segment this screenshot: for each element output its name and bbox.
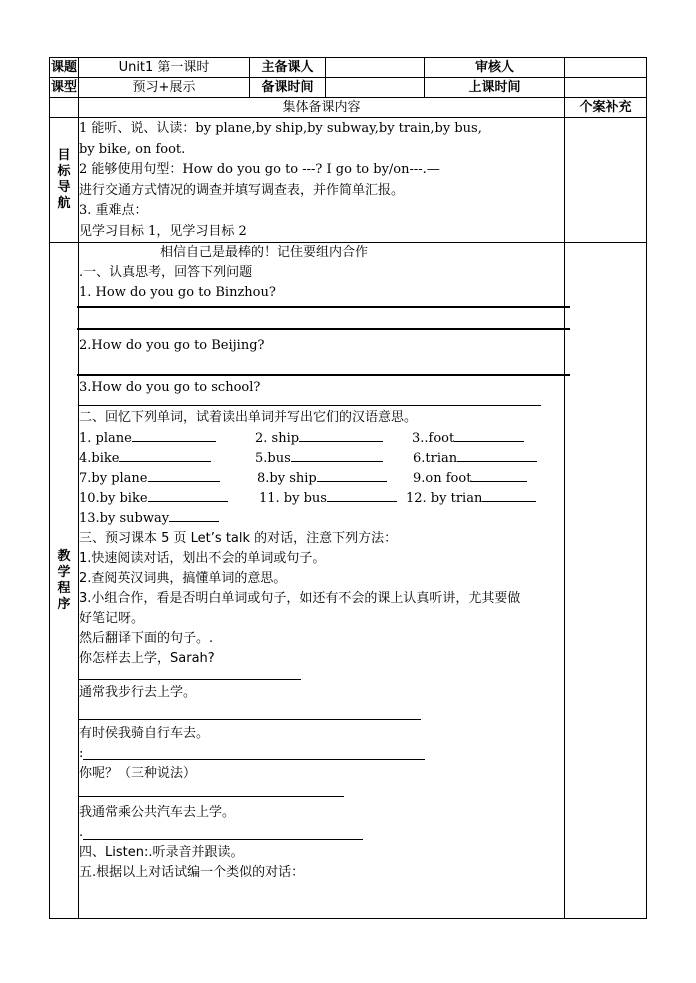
header-row-3	[50, 98, 647, 118]
prep-time-label: 备课时间	[250, 78, 326, 98]
vocab-row	[79, 509, 564, 529]
header-row-2	[50, 78, 647, 98]
procedure-supplement	[565, 243, 647, 919]
vocab-item: 1. plane	[79, 431, 132, 446]
section5-title: 五.根据以上对话试编一个类似的对话：	[79, 865, 305, 880]
vocab-blank[interactable]	[119, 449, 211, 462]
goals-side-char: 目	[57, 148, 71, 163]
vocab-item: 3..foot	[412, 431, 455, 446]
reviewer-label: 审核人	[425, 58, 565, 78]
collective-label: 集体备课内容	[79, 98, 565, 118]
class-time-value	[565, 78, 647, 98]
vocab-item: 8.by ship	[257, 471, 317, 486]
prep-time-value	[326, 78, 425, 98]
vocab-blank[interactable]	[482, 489, 536, 502]
procedure-side-char: 教	[57, 548, 71, 564]
vocab-item: 5.bus	[255, 451, 291, 466]
vocab-item: 12. by trian	[406, 491, 483, 506]
answer-line-1b[interactable]	[77, 328, 570, 330]
type-value: 预习+展示	[79, 78, 250, 98]
header-row-1	[50, 58, 647, 78]
section1-title: .一、认真思考，回答下列问题	[79, 265, 253, 280]
translation-line-4[interactable]	[79, 796, 344, 797]
vocab-item: 6.trian	[413, 451, 458, 466]
goals-content	[79, 118, 565, 243]
procedure-side-char: 序	[57, 596, 71, 612]
vocab-blank[interactable]	[169, 509, 219, 522]
procedure-content	[79, 243, 565, 919]
goal-line: 见学习目标 1，见学习目标 2	[79, 223, 247, 239]
vocab-item: 7.by plane	[79, 471, 148, 486]
procedure-side-label	[50, 243, 79, 919]
class-time-label: 上课时间	[425, 78, 565, 98]
vocab-row	[79, 469, 564, 489]
preparer-label: 主备课人	[250, 58, 326, 78]
goals-side-char: 航	[57, 196, 71, 211]
translation-line-5[interactable]	[83, 839, 363, 840]
method-3b: 好笔记呀。	[79, 611, 145, 626]
translation-prefix: .	[79, 825, 84, 840]
vocab-item: 10.by bike	[79, 491, 148, 506]
sentence-5: 我通常乘公共汽车去上学。	[79, 805, 236, 820]
vocab-item: 4.bike	[79, 451, 120, 466]
vocab-row	[79, 449, 564, 469]
vocab-row	[79, 489, 564, 509]
procedure-side-char: 学	[57, 564, 71, 580]
answer-line-2[interactable]	[77, 374, 570, 376]
vocab-blank[interactable]	[132, 429, 216, 442]
goal-line: 2 能够使用句型：How do you go to ---? I go to by/on---.—	[79, 162, 440, 177]
translation-row-3	[79, 744, 564, 764]
goal-line: 1 能听、说、认读：by plane,by ship,by subway,by train,by bus,	[79, 121, 482, 136]
vocab-blank[interactable]	[148, 489, 228, 502]
procedure-row	[50, 243, 647, 919]
vocab-blank[interactable]	[327, 489, 397, 502]
lesson-plan-table	[49, 57, 647, 919]
answer-line-3[interactable]	[79, 405, 541, 406]
motto: 相信自己是最棒的！记住要组内合作	[160, 245, 369, 260]
topic-value: Unit1 第一课时	[79, 58, 250, 78]
reviewer-value	[565, 58, 647, 78]
translation-prefix: :	[79, 746, 84, 761]
question-3: 3.How do you go to school?	[79, 380, 261, 395]
sentence-2: 通常我步行去上学。	[79, 685, 197, 700]
goal-line: 进行交通方式情况的调查并填写调查表，并作简单汇报。	[79, 182, 405, 198]
goal-line: by bike, on foot.	[79, 141, 186, 157]
section2-title: 二、回忆下列单词，试着读出单词并写出它们的汉语意思。	[79, 410, 418, 425]
translate-intro: 然后翻译下面的句子。.	[79, 631, 214, 646]
vocab-item: 9.on foot	[413, 471, 472, 486]
vocab-blank[interactable]	[148, 469, 220, 482]
vocab-item: 2. ship	[255, 431, 300, 446]
method-3a: 3.小组合作，看是否明白单词或句子，如还有不会的课上认真听讲，尤其要做	[79, 591, 521, 606]
sentence-4: 你呢？（三种说法）	[79, 766, 197, 781]
translation-line-2[interactable]	[79, 719, 421, 720]
vocab-item: 13.by subway	[79, 511, 170, 526]
vocab-blank[interactable]	[299, 429, 383, 442]
goals-row	[50, 118, 647, 243]
topic-label: 课题	[50, 58, 79, 78]
sentence-3: 有时侯我骑自行车去。	[79, 726, 210, 741]
vocab-blank[interactable]	[291, 449, 383, 462]
vocab-blank[interactable]	[317, 469, 387, 482]
section3-title: 三、预习课本 5 页 Let’s talk 的对话，注意下列方法：	[79, 531, 398, 546]
question-1: 1. How do you go to Binzhou?	[79, 285, 276, 300]
type-label: 课型	[50, 78, 79, 98]
goals-side-char: 标	[57, 164, 71, 179]
translation-row-5	[79, 823, 564, 843]
vocab-item: 11. by bus	[259, 491, 327, 506]
method-1: 1.快速阅读对话，划出不会的单词或句子。	[79, 551, 326, 566]
goals-side-char: 导	[57, 180, 71, 195]
question-2: 2.How do you go to Beijing?	[79, 338, 265, 353]
vocab-row	[79, 429, 564, 449]
blank-corner	[50, 98, 79, 118]
goals-supplement	[565, 118, 647, 243]
vocab-blank[interactable]	[454, 429, 524, 442]
vocab-blank[interactable]	[471, 469, 527, 482]
translation-line-1[interactable]	[79, 679, 301, 680]
vocab-blank[interactable]	[457, 449, 537, 462]
method-2: 2.查阅英汉词典，搞懂单词的意思。	[79, 571, 287, 586]
goals-side-label	[50, 118, 79, 243]
procedure-side-char: 程	[57, 580, 71, 596]
sentence-1: 你怎样去上学，Sarah?	[79, 651, 215, 666]
supplement-label: 个案补充	[565, 98, 647, 118]
section4-title: 四、Listen:.听录音并跟读。	[79, 845, 244, 860]
translation-line-3[interactable]	[83, 759, 425, 760]
goal-line: 3. 重难点：	[79, 203, 148, 218]
preparer-value	[326, 58, 425, 78]
